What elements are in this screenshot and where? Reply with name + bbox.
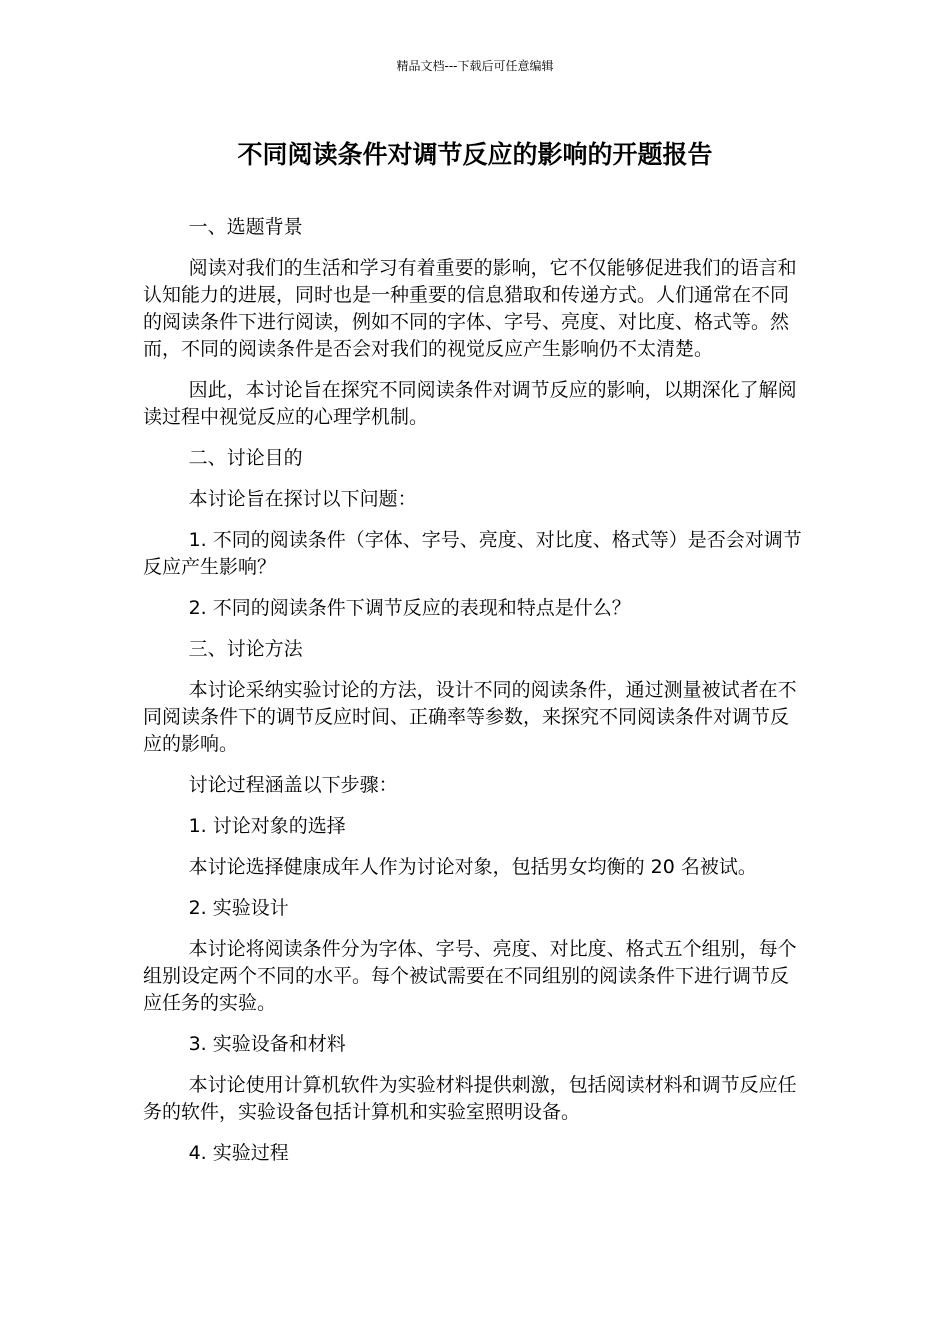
purpose-item-2: 2. 不同的阅读条件下调节反应的表现和特点是什么？	[188, 597, 631, 619]
purpose-item-1: 1. 不同的阅读条件（字体、字号、亮度、对比度、格式等）是否会对调节反应产生影响？	[143, 529, 802, 578]
section-heading-background: 一、选题背景	[188, 216, 303, 238]
paragraph-method: 本讨论采纳实验讨论的方法，设计不同的阅读条件，通过测量被试者在不同阅读条件下的调节反应时间、正确率等参数，来探究不同阅读条件对调节反应的影响。	[143, 679, 797, 755]
step-heading-procedure: 4. 实验过程	[188, 1142, 289, 1164]
paragraph-background-1: 阅读对我们的生活和学习有着重要的影响，它不仅能够促进我们的语言和认知能力的进展，同时也是一种重要的信息猎取和传递方式。人们通常在不同的阅读条件下进行阅读，例如不同的字体、字号、亮度、对比度、格式等。然而，不同的阅读条件是否会对我们的视觉反应产生影响仍不太清楚。	[143, 257, 797, 360]
step-heading-design: 2. 实验设计	[188, 897, 289, 919]
header-note: 精品文档---下载后可任意编辑	[396, 59, 554, 73]
paragraph-subjects: 本讨论选择健康成年人作为讨论对象，包括男女均衡的 20 名被试。	[188, 856, 757, 878]
section-heading-method: 三、讨论方法	[188, 638, 303, 660]
paragraph-purpose-intro: 本讨论旨在探讨以下问题：	[188, 488, 417, 510]
step-heading-subjects: 1. 讨论对象的选择	[188, 815, 346, 837]
paragraph-background-2: 因此，本讨论旨在探究不同阅读条件对调节反应的影响，以期深化了解阅读过程中视觉反应的心理学机制。	[143, 379, 797, 428]
paragraph-equipment: 本讨论使用计算机软件为实验材料提供刺激，包括阅读材料和调节反应任务的软件，实验设备包括计算机和实验室照明设备。	[143, 1074, 797, 1123]
paragraph-steps-intro: 讨论过程涵盖以下步骤：	[188, 774, 398, 796]
document-title: 不同阅读条件对调节反应的影响的开题报告	[237, 140, 713, 169]
section-heading-purpose: 二、讨论目的	[188, 447, 303, 469]
document-body	[143, 214, 805, 1181]
step-heading-equipment: 3. 实验设备和材料	[188, 1033, 346, 1055]
paragraph-design: 本讨论将阅读条件分为字体、字号、亮度、对比度、格式五个组别，每个组别设定两个不同的水平。每个被试需要在不同组别的阅读条件下进行调节反应任务的实验。	[143, 938, 797, 1014]
